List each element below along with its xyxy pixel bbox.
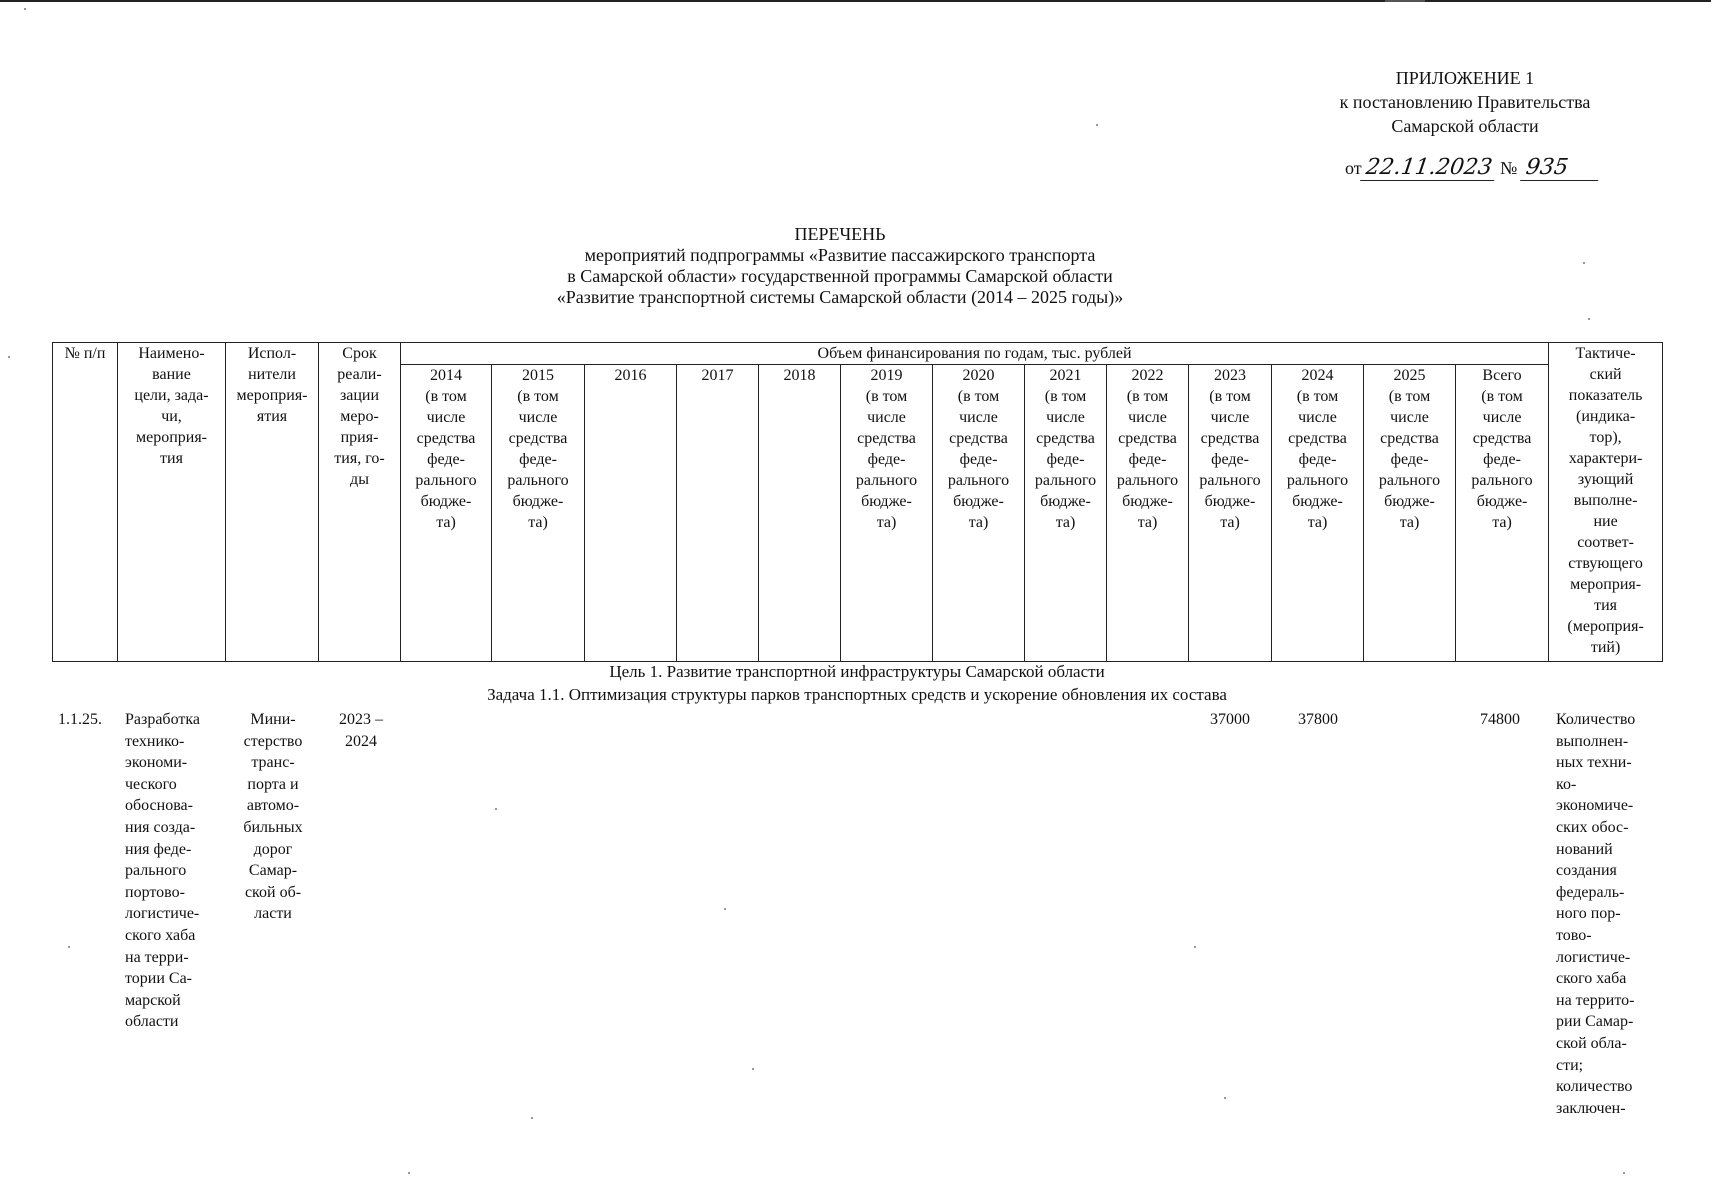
scan-speck	[1224, 1097, 1226, 1099]
title-line: в Самарской области» государственной программы Самарской области	[567, 266, 1113, 286]
row-executor: Мини- стерство транс- порта и автомо- бильных дорог Самар- ской об- ласти	[243, 711, 303, 923]
header-num: № п/п	[53, 343, 118, 662]
row-number: 1.1.25.	[58, 711, 102, 728]
measures-table-header	[52, 342, 1663, 662]
header-year-2018: 2018	[759, 365, 841, 662]
header-financing-group: Объем финансирования по годам, тыс. рублей	[401, 343, 1549, 365]
header-name: Наимено- вание цели, зада- чи, мероприя- тия	[118, 343, 226, 662]
number-label: №	[1500, 158, 1518, 178]
header-term: Срок реали- зации меро- прия- тия, го- ды	[319, 343, 401, 662]
annex-line: к постановлению Правительства	[1339, 92, 1591, 112]
scan-speck	[531, 1117, 533, 1119]
title-line: мероприятий подпрограммы «Развитие пассажирского транспорта	[584, 245, 1096, 265]
task-heading: Задача 1.1. Оптимизация структуры парков транспортных средств и ускорение обновления их состава	[487, 685, 1227, 704]
header-year-2014: 2014 (в том числе средства феде- рального бюдже- та)	[401, 365, 492, 662]
header-year-2017: 2017	[677, 365, 759, 662]
header-total: Всего (в том числе средства феде- рального бюдже- та)	[1456, 365, 1549, 662]
scan-speck	[8, 356, 10, 358]
handwritten-number: 935	[1520, 155, 1602, 181]
scan-speck	[1583, 262, 1585, 264]
row-measure-name: Разработка технико- экономи- ческого обоснова- ния созда- ния феде- рального портово- логистиче- ского хаба на терри- тории Са- марской области	[125, 711, 200, 1031]
row-value-2023: 37000	[1210, 711, 1250, 728]
header-year-2016: 2016	[585, 365, 677, 662]
document-title	[420, 224, 1260, 308]
scan-speck	[1588, 318, 1590, 320]
header-year-2022: 2022 (в том числе средства феде- рального бюдже- та)	[1107, 365, 1189, 662]
header-indicator: Тактиче- ский показатель (индика- тор), характери- зующий выполне- ние соответ- ствующего мероприя- тия (мероприя- тий)	[1549, 343, 1663, 662]
annex-header	[1280, 66, 1650, 138]
header-year-2020: 2020 (в том числе средства феде- рального бюдже- та)	[933, 365, 1025, 662]
scan-speck	[1096, 124, 1098, 126]
row-value-2024: 37800	[1298, 711, 1338, 728]
handwritten-date: 22.11.2023	[1360, 155, 1498, 181]
date-prefix: от	[1345, 158, 1362, 178]
row-indicator: Количество выполнен- ных техни- ко- экономиче- ских обос- нований создания федераль- ного пор- тово- логистиче- ского хаба на террито- рии Самар- ской обла- сти; количество заключен-	[1556, 711, 1636, 1117]
header-year-2015: 2015 (в том числе средства феде- рального бюдже- та)	[492, 365, 585, 662]
header-year-2023: 2023 (в том числе средства феде- рального бюдже- та)	[1189, 365, 1272, 662]
goal-heading: Цель 1. Развитие транспортной инфраструктуры Самарской области	[609, 662, 1105, 681]
annex-date-number	[1345, 155, 1600, 181]
header-year-2019: 2019 (в том числе средства феде- рального бюдже- та)	[841, 365, 933, 662]
row-value-total: 74800	[1480, 711, 1520, 728]
header-year-2025: 2025 (в том числе средства феде- рального бюдже- та)	[1364, 365, 1456, 662]
header-year-2024: 2024 (в том числе средства феде- рального бюдже- та)	[1272, 365, 1364, 662]
top-edge-line	[0, 0, 1711, 2]
scan-speck	[1194, 946, 1196, 948]
top-edge-mark	[1385, 0, 1425, 2]
scan-speck	[724, 908, 726, 910]
scan-speck	[68, 946, 70, 948]
annex-line: Самарской области	[1391, 116, 1539, 136]
scan-speck	[408, 1172, 410, 1174]
annex-heading: ПРИЛОЖЕНИЕ 1	[1395, 68, 1535, 88]
scan-speck	[24, 8, 26, 10]
row-term: 2023 – 2024	[339, 711, 383, 750]
scan-speck	[752, 1068, 754, 1070]
scan-speck	[1623, 1172, 1625, 1174]
header-executors: Испол- нители мероприя- ятия	[226, 343, 319, 662]
scan-speck	[495, 808, 497, 810]
header-year-2021: 2021 (в том числе средства феде- рального бюдже- та)	[1025, 365, 1107, 662]
title-line: ПЕРЕЧЕНЬ	[794, 224, 886, 244]
title-line: «Развитие транспортной системы Самарской области (2014 – 2025 годы)»	[556, 287, 1124, 307]
